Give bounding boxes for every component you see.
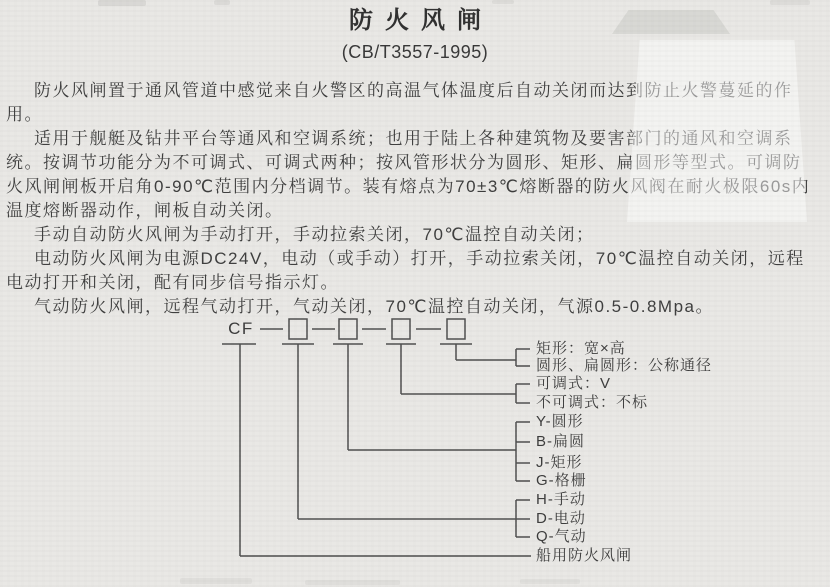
model-code-box <box>447 319 465 339</box>
standard-number: (CB/T3557-1995) <box>341 42 489 62</box>
diagram-label-d-electric: D-电动 <box>536 510 586 527</box>
body-text-line: 电动打开和关闭，配有同步信号指示灯。 <box>6 273 339 292</box>
model-code-box <box>339 319 357 339</box>
body-text-line: 适用于舰艇及钻井平台等通风和空调系统；也用于陆上各种建筑物及要害部门的通风和空调系 <box>34 129 793 148</box>
body-text-line: 手动自动防火风闸为手动打开，手动拉索关闭，70℃温控自动关闭； <box>34 225 595 244</box>
model-code-box <box>289 319 307 339</box>
diagram-label-g-grille: G-格栅 <box>536 472 587 489</box>
model-code-prefix: CF <box>228 319 254 338</box>
diagram-label-q-pneumatic: Q-气动 <box>536 528 587 545</box>
body-text-line: 火风闸闸板开启角0-90℃范围内分档调节。装有熔点为70±3℃熔断器的防火风阀在耐火极限60s内 <box>6 177 811 196</box>
diagram-label-h-manual: H-手动 <box>536 491 586 508</box>
diagram-label-non-adjustable: 不可调式：不标 <box>536 394 649 411</box>
diagram-label-j-rect: J-矩形 <box>536 454 583 471</box>
body-text-line: 统。按调节功能分为不可调式、可调式两种；按风管形状分为圆形、矩形、扁圆形等型式。可调防 <box>6 153 802 172</box>
diagram-label-b-oval: B-扁圆 <box>536 433 586 450</box>
body-text-line: 防火风闸置于通风管道中感觉来自火警区的高温气体温度后自动关闭而达到防止火警蔓延的作 <box>34 81 793 100</box>
diagram-label-round-nominal: 圆形、扁圆形：公称通径 <box>536 357 713 374</box>
diagram-label-rect-dims: 矩形：宽×高 <box>536 340 626 357</box>
diagram-label-adjustable: 可调式：V <box>536 375 612 392</box>
model-code-box <box>392 319 410 339</box>
body-text-line: 温度熔断器动作，闸板自动关闭。 <box>6 201 284 220</box>
body-text-line: 用。 <box>6 105 43 124</box>
page-title: 防火风闸 <box>349 7 493 34</box>
body-text-line: 气动防火风闸，远程气动打开，气动关闭，70℃温控自动关闭，气源0.5-0.8Mpa。 <box>34 297 714 316</box>
diagram-label-y-round: Y-圆形 <box>536 413 584 430</box>
body-text-line: 电动防火风闸为电源DC24V，电动（或手动）打开，手动拉索关闭，70℃温控自动关闭，远程 <box>34 249 805 268</box>
diagram-label-marine-fire-damper: 船用防火风闸 <box>536 547 633 564</box>
